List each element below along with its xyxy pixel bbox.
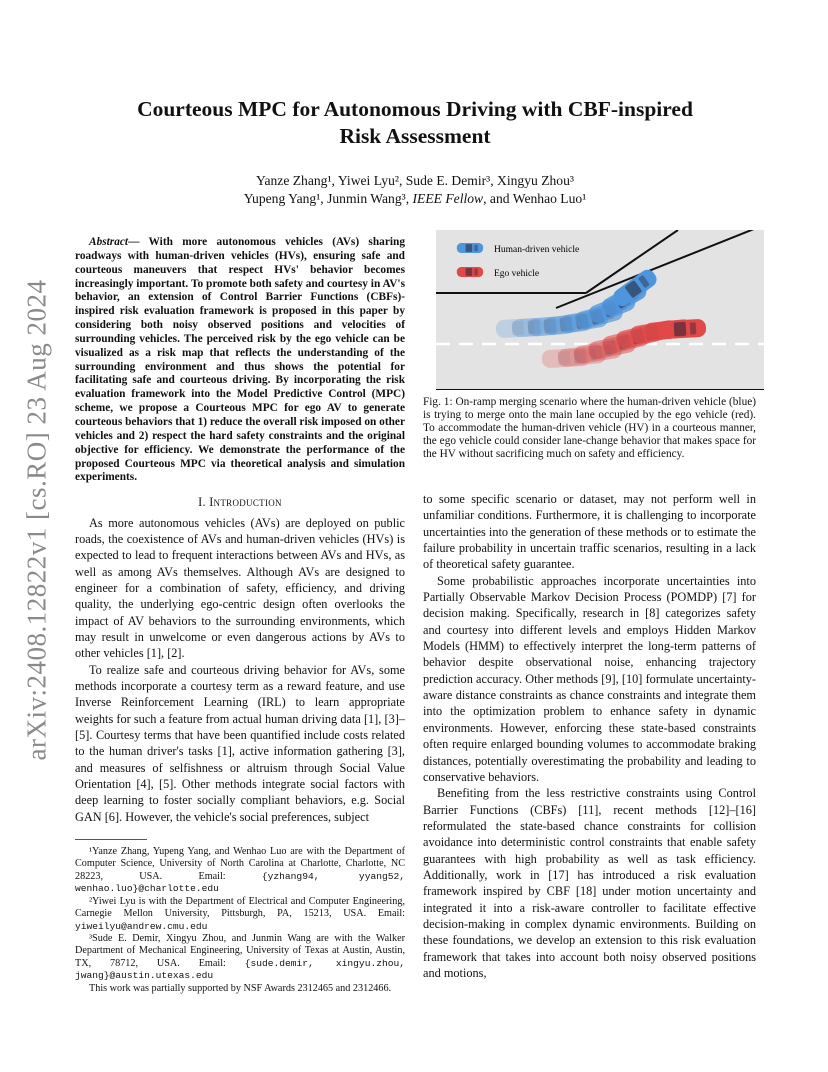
authors-line-2-b: , and Wenhao Luo¹: [483, 191, 587, 206]
footnote-1: ¹Yanze Zhang, Yupeng Yang, and Wenhao Luo are with the Department of Computer Science, University of North Carolina at Charlotte, Charlotte, NC 28223, USA. Email: {yzhang94, yyang52, wenhao.luo}@charlotte.edu: [75, 846, 405, 895]
footnotes: [75, 846, 405, 995]
legend-ego-car-icon: [457, 267, 483, 277]
intro-paragraph-2: To realize safe and courteous driving behavior for AVs, some methods incorporate a courtesy term as a reward feature, and use Inverse Reinforcement Learning (IRL) to learn appropriate weights for such a feature from actual human driving data [1], [3]–[5]. Courtesy terms that have been quantified include costs related to the human driver's tasks [1], active information gathering [3], and measures of selfishness or altruism through Social Value Orientation [4], [5]. Other methods integrate social factors with deep learning to foster socially compliant behaviors, e.g. Social GAN [6]. However, the vehicle's social preferences, subject: [75, 662, 405, 824]
caption-label: Fig. 1:: [423, 396, 453, 408]
author-list: [80, 172, 750, 208]
ego-car-current: [658, 319, 707, 339]
title-line-2: Risk Assessment: [339, 124, 491, 148]
legend-human-car-icon: [457, 243, 483, 253]
left-column: [75, 236, 405, 995]
authors-line-2-a: Yupeng Yang¹, Junmin Wang³,: [243, 191, 413, 206]
arxiv-identifier: arXiv:2408.12822v1 [cs.RO] 23 Aug 2024: [21, 279, 52, 761]
figure-1-illustration: [436, 230, 764, 390]
footnote-3: ³Sude E. Demir, Xingyu Zhou, and Junmin Wang are with the Walker Department of Mechanical Engineering, University of Texas at Austin, Austin, TX, 78712, USA. Email: {sude.demir, xingyu.zhou, jwang}@austin.utexas.edu: [75, 932, 405, 982]
legend-human-label: Human-driven vehicle: [494, 245, 580, 255]
footnote-2-email: yiweilyu@andrew.cmu.edu: [75, 920, 208, 932]
footnote-1-email: {yzhang94, yyang52, wenhao.luo}@charlotte.edu: [75, 870, 405, 895]
right-column: [423, 491, 756, 981]
intro-paragraph-1: As more autonomous vehicles (AVs) are deployed on public roads, the coexistence of AVs and human-driven vehicles (HVs) is expected to lead to frequent interactions between AVs and HVs, as well as among AVs themselves. Although AVs are designed to engineer for a combination of safety, efficiency, and driving quality, the underlying ego-centric design often overlooks the impact of AV behaviors to the surrounding environments, which may result in unwelcome or even dangerous actions by AVs to other vehicles [1], [2].: [75, 515, 405, 661]
arxiv-sidebar: [22, 280, 52, 760]
caption-text: On-ramp merging scenario where the human-driven vehicle (blue) is trying to merge onto the main lane occupied by the ego vehicle (red). To accommodate the human-driven vehicle (HV) in a courteous manner, the ego vehicle could consider lane-change behavior that makes space for the HV without sacrificing much on safety and efficiency.: [423, 396, 757, 461]
authors-line-2: [80, 190, 750, 208]
right-paragraph-2: Some probabilistic approaches incorporate uncertainties into Partially Observable Markov Decision Process (POMDP) [7] for decision making. Specifically, research in [8] categorizes safety and courtesy into different levels and employs Hidden Markov Models (HMM) to effectively interpret the long-term patterns of behavior despite observational noise, enhancing trajectory prediction accuracy. Other methods [9], [10] formulate uncertainty-aware distance constraints as chance constraints and integrate them into the optimization problem to enhance safety in dynamic environments. However, enforcing these state-based constraints often require enlarged bounding volumes to accommodate braking distances, potentially overestimating the probability and leading to conservative behaviors.: [423, 573, 756, 784]
right-paragraph-1: to some specific scenario or dataset, may not perform well in unfamiliar conditions. Furthermore, it is challenging to incorporate uncertainties into the generation of these methods or to estimate the failure probability in uncertain traffic scenarios, resulting in a lack of theoretical safety guarantee.: [423, 492, 756, 572]
title-line-1: Courteous MPC for Autonomous Driving with CBF-inspired: [137, 97, 693, 121]
figure-1-caption: [423, 396, 756, 461]
ieee-fellow: IEEE Fellow: [412, 191, 484, 206]
footnote-3-email: {sude.demir, xingyu.zhou, jwang}@austin.utexas.edu: [75, 957, 405, 982]
footnote-4: This work was partially supported by NSF Awards 2312465 and 2312466.: [89, 982, 392, 994]
authors-line-1: Yanze Zhang¹, Yiwei Lyu², Sude E. Demir³, Xingyu Zhou³: [256, 173, 574, 188]
right-paragraph-3: Benefiting from the less restrictive constraints using Control Barrier Functions (CBFs) [11], recent methods [12]–[16] reformulated the state-based chance constraints for collision avoidance into deterministic control constraints that enable safety guarantees with high probability as well as task efficiency. Additionally, work in [17] has introduced a risk evaluation framework inspired by CBF [18] under motion uncertainty and integrated it into a risk-aware controller to facilitate effective decision-making in complex dynamic environments. Building on these foundations, we develop an extension to this risk evaluation framework that takes into account both noisy observed positions and motions,: [423, 786, 756, 980]
legend-ego-label: Ego vehicle: [494, 269, 540, 279]
figure-1: [436, 230, 764, 390]
abstract: [75, 236, 405, 485]
paper-title: [80, 96, 750, 150]
footnote-rule: [75, 839, 147, 840]
footnote-2: ²Yiwei Lyu is with the Department of Electrical and Computer Engineering, Carnegie Mellon University, Pittsburgh, PA, 15213, USA. Email: yiweilyu@andrew.cmu.edu: [75, 895, 405, 932]
section-heading-introduction: I. Introduction: [198, 495, 282, 510]
abstract-text: — With more autonomous vehicles (AVs) sharing roadways with human-driven vehicles (HVs), ensuring safe and courteous maneuvers that respect HVs' behavior becomes increasingly important. To promote both safety and courtesy in AV's behavior, an extension of Control Barrier Functions (CBFs)-inspired risk evaluation framework is proposed in this paper by considering both noisy observed positions and velocities of surrounding vehicles. The perceived risk by the ego vehicle can be visualized as a risk map that reflects the understanding of the surrounding environment and thus shows the potential for facilitating safe and courteous driving. By incorporating the risk evaluation framework into the Model Predictive Control (MPC) scheme, we propose a Courteous MPC for ego AV to generate courteous behaviors that 1) reduce the overall risk imposed on other vehicles and 2) respect the hard safety constraints and the original objective for efficiency. We demonstrate the performance of the proposed Courteous MPC via theoretical analysis and simulation experiments.: [75, 236, 405, 484]
abstract-label: Abstract: [89, 236, 129, 248]
